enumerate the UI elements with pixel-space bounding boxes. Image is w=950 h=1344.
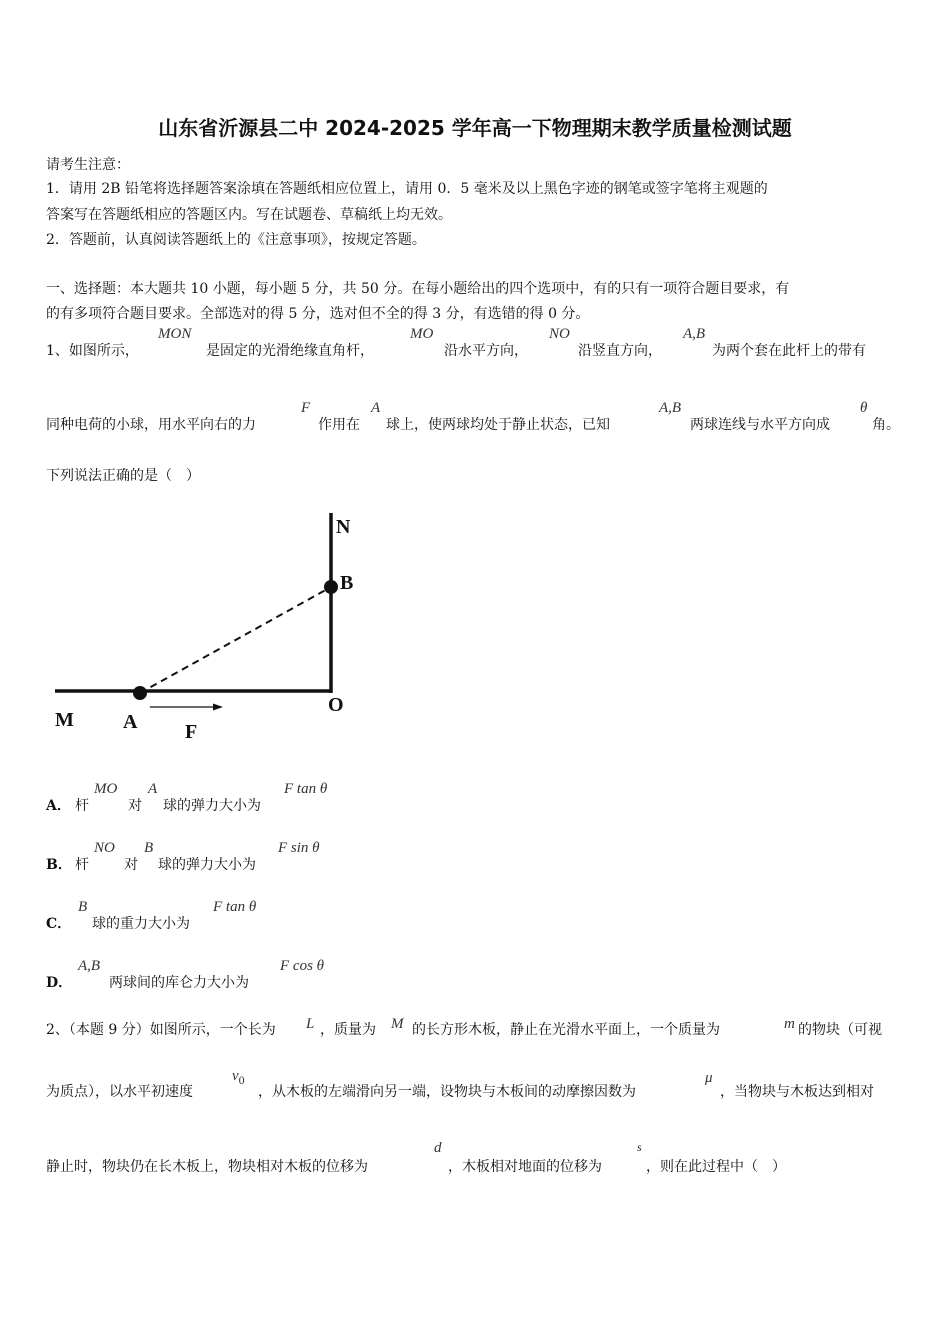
q1-text-9: 两球连线与水平方向成 [690,417,830,433]
option-d-text-1: 两球间的库仑力大小为 [109,975,249,991]
option-b-math-1: NO [94,840,115,856]
q1-text-4: 沿竖直方向， [578,343,662,359]
page-title: 山东省沂源县二中 2024-2025 学年高一下物理期末教学质量检测试题 [158,116,792,140]
option-a-text-3: 球的弹力大小为 [163,798,261,814]
q2-text-4: 的物块（可视 [798,1022,882,1038]
q1-text-10: 角。 [872,417,900,433]
option-b-text-1: 杆 [75,857,89,873]
label-n: N [336,516,351,538]
q2-math-m: m [784,1016,795,1032]
q2-math-mu: μ [705,1070,713,1086]
option-c-math-1: B [78,899,88,915]
ball-a [133,686,147,700]
q2-math-d: d [434,1140,442,1156]
q1-text-8: 球上，使两球均处于静止状态，已知 [386,417,610,433]
q2-text-5: 为质点），以水平初速度 [46,1084,193,1100]
q1-math-a: A [371,400,381,416]
q2-text-2: ，质量为 [320,1022,376,1038]
option-d-key[interactable]: D． [46,975,73,991]
option-c-text-1: 球的重力大小为 [92,916,190,932]
ball-b [324,580,338,594]
option-c-key[interactable]: C． [46,916,72,932]
section-intro-line-2: 的有多项符合题目要求。全部选对的得 5 分，选对但不全的得 3 分，有选错的得 0 分。 [46,306,590,322]
q2-text-8: 静止时，物块仍在长木板上，物块相对木板的位移为 [46,1159,368,1175]
section-intro-line-1: 一、选择题：本大题共 10 小题，每小题 5 分，共 50 分。在每小题给出的四个选项中，有的只有一项符合题目要求，有 [46,281,790,297]
option-b-text-3: 球的弹力大小为 [158,857,256,873]
q1-text-7: 作用在 [318,417,360,433]
q1-figure [45,505,365,750]
option-a-text-2: 对 [128,798,142,814]
label-b: B [340,572,354,594]
notice-line-3: 2．答题前，认真阅读答题纸上的《注意事项》，按规定答题。 [46,232,426,248]
q1-math-f: F [301,400,311,416]
q2-text-3: 的长方形木板，静止在光滑水平面上，一个质量为 [412,1022,720,1038]
dashed-line-ab [140,587,331,693]
option-b-text-2: 对 [124,857,138,873]
label-m: M [55,709,74,731]
q1-text-5: 为两个套在此杆上的带有 [712,343,866,359]
option-a-text-1: 杆 [75,798,89,814]
q1-math-mon: MON [158,326,192,342]
label-o: O [328,694,344,716]
option-b-math-3: F sin θ [278,840,320,856]
q1-text-1: 1、如图所示， [46,343,139,359]
option-d-math-1: A,B [78,958,101,974]
q2-text-6: ，从木板的左端滑向另一端，设物块与木板间的动摩擦因数为 [258,1084,636,1100]
notice-line-1: 1．请用 2B 铅笔将选择题答案涂填在答题纸相应位置上，请用 0．5 毫米及以上黑色字迹的钢笔或签字笔将主观题的 [46,181,768,197]
q2-math-s: s [637,1140,642,1154]
q1-math-no: NO [549,326,570,342]
q2-text-7: ，当物块与木板达到相对 [720,1084,874,1100]
q2-math-mass: M [391,1016,404,1032]
option-a-math-2: A [148,781,158,797]
force-arrow-head [213,704,223,711]
q1-math-theta: θ [860,400,868,416]
option-c-math-2: F tan θ [213,899,257,915]
option-a-math-1: MO [94,781,118,797]
q1-math-ab-2: A,B [659,400,682,416]
option-d-math-2: F cos θ [280,958,325,974]
q2-text-9: ，木板相对地面的位移为 [448,1159,602,1175]
q2-text-10: ，则在此过程中（ ） [646,1159,786,1175]
q1-prompt: 下列说法正确的是（ ） [46,468,200,484]
q1-text-2: 是固定的光滑绝缘直角杆， [206,343,374,359]
q2-math-v-sub: 0 [238,1073,245,1087]
notice-heading: 请考生注意： [46,157,130,173]
q1-text-3: 沿水平方向， [444,343,528,359]
option-a-key[interactable]: A． [46,798,71,814]
q2-math-v-base: v [232,1068,239,1084]
label-a: A [123,711,138,733]
option-b-key[interactable]: B． [46,857,72,873]
q1-text-6: 同种电荷的小球，用水平向右的力 [46,417,256,433]
q2-text-1: 2、（本题 9 分）如图所示，一个长为 [46,1022,276,1038]
q1-math-mo: MO [410,326,434,342]
notice-line-2: 答案写在答题纸相应的答题区内。写在试题卷、草稿纸上均无效。 [46,207,452,223]
q2-math-v [232,1068,245,1088]
option-b-math-2: B [144,840,154,856]
q1-math-ab: A,B [683,326,706,342]
option-a-math-3: F tan θ [284,781,328,797]
label-f: F [185,721,198,743]
q2-math-l: L [306,1016,315,1032]
